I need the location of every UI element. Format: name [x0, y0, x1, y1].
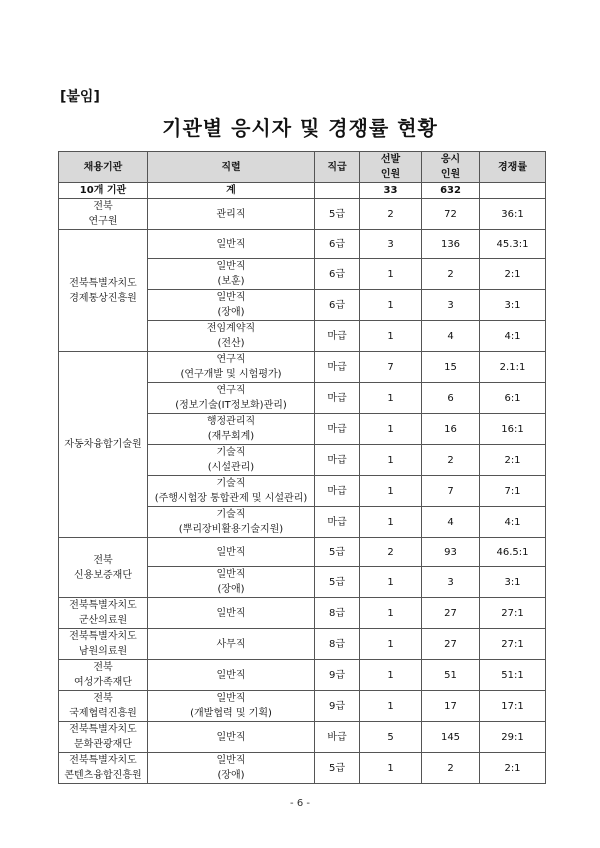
cell-line: 일반직: [216, 546, 246, 558]
selected-cell: 1: [360, 414, 422, 445]
cell-line: 일반직: [216, 669, 246, 681]
cell-line: 일반직: [216, 238, 246, 250]
position-cell: [148, 321, 315, 352]
grade-cell: 6급: [315, 230, 360, 259]
cell-line: 전북특별자치도: [69, 277, 137, 289]
table-row: [59, 660, 546, 691]
cell-line: (연구개발 및 시험평가): [180, 369, 282, 380]
position-cell: [148, 598, 315, 629]
total-selected: 33: [360, 183, 422, 199]
ratio-cell: 29:1: [480, 722, 546, 753]
cell-line: 일반직: [216, 607, 246, 619]
org-cell: [59, 352, 148, 538]
total-grade: [315, 183, 360, 199]
org-cell: [59, 691, 148, 722]
selected-cell: 1: [360, 507, 422, 538]
grade-cell: 9급: [315, 660, 360, 691]
ratio-cell: 6:1: [480, 383, 546, 414]
cell-line: (장애): [217, 584, 245, 595]
cell-line: 사무직: [216, 638, 246, 650]
cell-line: (주행시험장 통합관제 및 시설관리): [154, 493, 308, 504]
ratio-cell: 2:1: [480, 259, 546, 290]
position-cell: [148, 629, 315, 660]
grade-cell: 마급: [315, 383, 360, 414]
grade-cell: 9급: [315, 691, 360, 722]
selected-cell: 1: [360, 476, 422, 507]
total-org: 10개 기관: [59, 183, 148, 199]
applicants-cell: 51: [422, 660, 480, 691]
ratio-cell: 16:1: [480, 414, 546, 445]
cell-line: 직렬: [221, 161, 241, 173]
table-row: [59, 352, 546, 383]
applicants-cell: 2: [422, 445, 480, 476]
cell-line: 일반직: [216, 755, 246, 766]
grade-cell: 마급: [315, 476, 360, 507]
cell-line: 국제협력진흥원: [69, 708, 137, 719]
table-body: [59, 183, 546, 784]
cell-line: 행정관리직: [206, 416, 256, 427]
position-cell: [148, 660, 315, 691]
grade-cell: 마급: [315, 414, 360, 445]
total-position: 계: [148, 183, 315, 199]
cell-line: 채용기관: [83, 161, 123, 173]
cell-line: (정보기술(IT정보화)관리): [175, 400, 287, 411]
ratio-cell: 2.1:1: [480, 352, 546, 383]
applicants-cell: 136: [422, 230, 480, 259]
cell-line: 자동차융합기술원: [64, 439, 142, 450]
ratio-cell: 27:1: [480, 598, 546, 629]
total-ratio: [480, 183, 546, 199]
cell-line: 전북특별자치도: [69, 631, 137, 642]
cell-line: 연구직: [216, 354, 246, 365]
cell-line: 일반직: [216, 693, 246, 704]
org-cell: [59, 722, 148, 753]
total-applicants: 632: [422, 183, 480, 199]
position-cell: [148, 199, 315, 230]
cell-line: 남원의료원: [78, 646, 128, 657]
ratio-cell: 3:1: [480, 290, 546, 321]
grade-cell: 5급: [315, 538, 360, 567]
org-cell: [59, 598, 148, 629]
ratio-cell: 51:1: [480, 660, 546, 691]
table-row: [59, 230, 546, 259]
ratio-cell: 3:1: [480, 567, 546, 598]
applicants-cell: 2: [422, 259, 480, 290]
grade-cell: 마급: [315, 507, 360, 538]
col-grade-header: [315, 152, 360, 183]
grade-cell: 마급: [315, 352, 360, 383]
cell-line: 직급: [327, 161, 347, 173]
grade-cell: 5급: [315, 567, 360, 598]
applicants-cell: 72: [422, 199, 480, 230]
org-cell: [59, 230, 148, 352]
applicants-cell: 3: [422, 290, 480, 321]
cell-line: 기술직: [216, 478, 246, 489]
ratio-cell: 46.5:1: [480, 538, 546, 567]
ratio-cell: 45.3:1: [480, 230, 546, 259]
applicants-cell: 17: [422, 691, 480, 722]
cell-line: 전북: [93, 693, 113, 704]
position-cell: [148, 352, 315, 383]
cell-line: 여성가족재단: [74, 677, 132, 688]
ratio-cell: 36:1: [480, 199, 546, 230]
applicants-cell: 6: [422, 383, 480, 414]
selected-cell: 1: [360, 629, 422, 660]
col-applicants-header: [422, 152, 480, 183]
org-cell: [59, 629, 148, 660]
ratio-cell: 4:1: [480, 321, 546, 352]
ratio-cell: 2:1: [480, 445, 546, 476]
applicants-cell: 145: [422, 722, 480, 753]
applicants-cell: 2: [422, 753, 480, 784]
position-cell: [148, 722, 315, 753]
cell-line: 전북특별자치도: [69, 600, 137, 611]
cell-line: 전북: [93, 662, 113, 673]
cell-line: 연구직: [216, 385, 246, 396]
cell-line: 기술직: [216, 447, 246, 458]
grade-cell: 바급: [315, 722, 360, 753]
position-cell: [148, 507, 315, 538]
selected-cell: 1: [360, 753, 422, 784]
ratio-cell: 2:1: [480, 753, 546, 784]
grade-cell: 마급: [315, 445, 360, 476]
cell-line: 일반직: [216, 292, 246, 303]
grade-cell: 8급: [315, 629, 360, 660]
cell-line: 군산의료원: [78, 615, 128, 626]
cell-line: 경쟁률: [498, 161, 527, 173]
position-cell: [148, 538, 315, 567]
cell-line: (재무회계): [207, 431, 255, 442]
selected-cell: 1: [360, 383, 422, 414]
cell-line: 선발: [380, 154, 401, 165]
cell-line: 전북: [93, 201, 113, 212]
applicants-cell: 4: [422, 507, 480, 538]
grade-cell: 6급: [315, 259, 360, 290]
cell-line: (뿌리장비활용기술지원): [178, 524, 284, 535]
attachment-tag: [붙임]: [60, 89, 100, 105]
position-cell: [148, 259, 315, 290]
col-selected-header: [360, 152, 422, 183]
selected-cell: 2: [360, 538, 422, 567]
selected-cell: 1: [360, 290, 422, 321]
position-cell: [148, 476, 315, 507]
cell-line: (보훈): [217, 276, 245, 287]
cell-line: (시설관리): [207, 462, 255, 473]
selected-cell: 1: [360, 660, 422, 691]
selected-cell: 1: [360, 598, 422, 629]
ratio-cell: 4:1: [480, 507, 546, 538]
col-org-header: [59, 152, 148, 183]
cell-line: 일반직: [216, 261, 246, 272]
selected-cell: 2: [360, 199, 422, 230]
cell-line: 문화관광재단: [74, 739, 132, 750]
cell-line: 인원: [440, 169, 461, 180]
applicants-cell: 15: [422, 352, 480, 383]
table-row: [59, 722, 546, 753]
cell-line: (장애): [217, 307, 245, 318]
applicants-cell: 93: [422, 538, 480, 567]
cell-line: 전북특별자치도: [69, 755, 137, 766]
org-cell: [59, 753, 148, 784]
grade-cell: 마급: [315, 321, 360, 352]
cell-line: 콘텐츠융합진흥원: [64, 770, 142, 781]
table-row: [59, 538, 546, 567]
cell-line: 연구원: [88, 216, 118, 227]
cell-line: 응시: [440, 154, 461, 165]
selected-cell: 1: [360, 567, 422, 598]
applicants-cell: 16: [422, 414, 480, 445]
cell-line: (개발협력 및 기획): [190, 708, 272, 719]
table-row: [59, 629, 546, 660]
position-cell: [148, 230, 315, 259]
position-cell: [148, 445, 315, 476]
applicants-table: [58, 151, 546, 784]
position-cell: [148, 691, 315, 722]
position-cell: [148, 383, 315, 414]
position-cell: [148, 290, 315, 321]
page-title: 기관별 응시자 및 경쟁률 현황: [162, 116, 438, 140]
page-number: - 6 -: [290, 798, 310, 809]
position-cell: [148, 753, 315, 784]
selected-cell: 7: [360, 352, 422, 383]
cell-line: 기술직: [216, 509, 246, 520]
cell-line: (전산): [217, 338, 245, 349]
table-row: [59, 691, 546, 722]
col-position-header: [148, 152, 315, 183]
grade-cell: 5급: [315, 753, 360, 784]
col-ratio-header: [480, 152, 546, 183]
applicants-cell: 7: [422, 476, 480, 507]
org-cell: [59, 538, 148, 598]
applicants-cell: 4: [422, 321, 480, 352]
cell-line: 전북특별자치도: [69, 724, 137, 735]
selected-cell: 1: [360, 445, 422, 476]
table-row: [59, 753, 546, 784]
applicants-cell: 27: [422, 629, 480, 660]
org-cell: [59, 660, 148, 691]
table-row: [59, 199, 546, 230]
cell-line: 전북: [93, 554, 113, 566]
table-row: [59, 598, 546, 629]
cell-line: 경제통상진흥원: [69, 292, 137, 304]
grade-cell: 6급: [315, 290, 360, 321]
position-cell: [148, 414, 315, 445]
selected-cell: 3: [360, 230, 422, 259]
applicants-cell: 3: [422, 567, 480, 598]
ratio-cell: 17:1: [480, 691, 546, 722]
selected-cell: 5: [360, 722, 422, 753]
selected-cell: 1: [360, 259, 422, 290]
total-row: [59, 183, 546, 199]
applicants-cell: 27: [422, 598, 480, 629]
cell-line: 관리직: [216, 208, 246, 220]
position-cell: [148, 567, 315, 598]
ratio-cell: 7:1: [480, 476, 546, 507]
cell-line: 일반직: [216, 731, 246, 743]
selected-cell: 1: [360, 691, 422, 722]
header-row: [59, 152, 546, 183]
ratio-cell: 27:1: [480, 629, 546, 660]
org-cell: [59, 199, 148, 230]
selected-cell: 1: [360, 321, 422, 352]
cell-line: (장애): [217, 770, 245, 781]
grade-cell: 8급: [315, 598, 360, 629]
grade-cell: 5급: [315, 199, 360, 230]
cell-line: 신용보증재단: [74, 569, 132, 581]
cell-line: 인원: [380, 169, 401, 180]
cell-line: 일반직: [216, 569, 246, 580]
cell-line: 전임계약직: [206, 323, 256, 334]
